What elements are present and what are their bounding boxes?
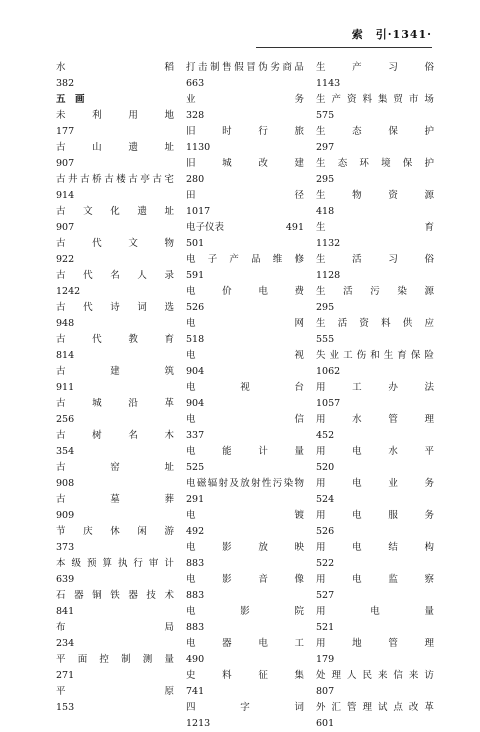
index-entry: 电 价 电 费 [186,286,304,297]
page-number: 518 [186,334,205,345]
entry-term: 电子仪表 [186,222,225,233]
index-entry: 外 汇 管 理 试 点 改 革 [316,702,434,713]
page-number: 1062 [316,366,341,377]
page-number: 914 [56,190,75,201]
page-number: 908 [56,478,75,489]
page-number: 280 [186,174,205,185]
page-number: 295 [316,302,335,313]
index-entry: 电 影 放 映 [186,542,304,553]
page-number: 807 [316,686,335,697]
header-rule [256,47,432,48]
index-entry: 电 信 [186,414,304,425]
page-number: 177 [56,126,75,137]
index-entry: 古 代 诗 词 选 [56,302,174,313]
index-entry: 用 地 管 理 [316,638,434,649]
index-entry: 电 子 产 品 维 修 [186,254,304,265]
index-entry: 生 产 资 料 集 贸 市 场 [316,94,434,105]
page-number: 526 [186,302,205,313]
index-entry: 生 活 污 染 源 [316,286,434,297]
page-number: 841 [56,606,75,617]
index-column-1 [56,60,174,716]
page-number: 555 [316,334,335,345]
index-entry: 电 器 电 工 [186,638,304,649]
page-number: 452 [316,430,335,441]
index-entry: 史 料 征 集 [186,670,304,681]
page-number: 1057 [316,398,341,409]
index-entry: 用 工 办 法 [316,382,434,393]
page-number: 234 [56,638,75,649]
index-entry: 古 山 遗 址 [56,142,174,153]
index-entry: 用 电 监 察 [316,574,434,585]
index-entry: 布 局 [56,622,174,633]
page-number: 639 [56,574,75,585]
page-number: 527 [316,590,335,601]
index-entry: 节 庆 休 闲 游 [56,526,174,537]
page-number: 575 [316,110,335,121]
page-number: 153 [56,702,75,713]
page-number: 1143 [316,78,341,89]
index-entry: 生 育 [316,222,434,233]
index-entry: 用 电 结 构 [316,542,434,553]
index-entry: 石 器 铜 铁 器 技 术 [56,590,174,601]
index-entry: 用 水 管 理 [316,414,434,425]
index-entry: 田 径 [186,190,304,201]
page-number: 1128 [316,270,341,281]
page-number: 922 [56,254,75,265]
index-entry: 水 稻 [56,62,174,73]
page-number: 1242 [56,286,81,297]
page-number: 911 [56,382,75,393]
index-columns [56,60,434,729]
index-entry: 古 代 名 人 录 [56,270,174,281]
index-entry: 生 态 环 境 保 护 [316,158,434,169]
index-entry: 平 面 控 制 测 量 [56,654,174,665]
page-number: 256 [56,414,75,425]
index-entry: 电 能 计 量 [186,446,304,457]
index-entry: 电 网 [186,318,304,329]
page-number: 521 [316,622,335,633]
page-number: 526 [316,526,335,537]
page-number: 520 [316,462,335,473]
page-number: 1130 [186,142,211,153]
index-entry: 古 窑 址 [56,462,174,473]
index-entry: 电 视 台 [186,382,304,393]
page-number: 291 [186,494,205,505]
index-entry: 古 树 名 木 [56,430,174,441]
index-entry: 用 电 量 [316,606,434,617]
header-title: 索 引·1341· [351,28,432,41]
page-number: 373 [56,542,75,553]
page-number: 1132 [316,238,341,249]
page-number: 522 [316,558,335,569]
index-entry: 电 视 [186,350,304,361]
page-number: 883 [186,590,205,601]
index-column-2 [186,60,304,732]
index-column-3 [316,60,434,732]
index-entry: 生 物 资 源 [316,190,434,201]
page-number: 295 [316,174,335,185]
index-entry: 电 影 院 [186,606,304,617]
index-entry: 平 原 [56,686,174,697]
page-number: 354 [56,446,75,457]
index-entry: 生 产 习 俗 [316,62,434,73]
index-entry: 古 建 筑 [56,366,174,377]
page-number: 501 [186,238,205,249]
index-entry: 用 电 业 务 [316,478,434,489]
page-number: 909 [56,510,75,521]
index-entry: 用 电 水 平 [316,446,434,457]
index-entry: 处 理 人 民 来 信 来 访 [316,670,434,681]
page-number: 382 [56,78,75,89]
page-number: 883 [186,622,205,633]
index-entry: 古 代 文 物 [56,238,174,249]
index-entry: 古 井 古 桥 古 楼 古 亭 古 宅 [56,174,174,185]
index-entry: 旧 时 行 旅 [186,126,304,137]
index-entry: 未 利 用 地 [56,110,174,121]
index-entry: 业 务 [186,94,304,105]
page-number: 883 [186,558,205,569]
page-number: 328 [186,110,205,121]
page-number: 271 [56,670,75,681]
index-entry [186,220,304,236]
page-number: 337 [186,430,205,441]
page-number: 948 [56,318,75,329]
page-number: 601 [316,718,335,729]
page-number: 179 [316,654,335,665]
index-entry: 旧 城 改 建 [186,158,304,169]
index-entry: 古 城 沿 革 [56,398,174,409]
running-header [56,22,432,48]
page-number: 907 [56,222,75,233]
page-number: 663 [186,78,205,89]
index-entry: 生 态 保 护 [316,126,434,137]
page-number: 524 [316,494,335,505]
index-entry: 失 业 工 伤 和 生 育 保 险 [316,350,434,361]
index-entry: 用 电 服 务 [316,510,434,521]
page-number: 741 [186,686,205,697]
page-number: 1213 [186,718,211,729]
page-number: 491 [285,222,304,233]
index-entry: 本 级 预 算 执 行 审 计 [56,558,174,569]
section-heading: 五 画 [56,94,85,105]
page-number: 525 [186,462,205,473]
page-number: 1017 [186,206,211,217]
page-number: 591 [186,270,205,281]
index-entry: 古 代 教 育 [56,334,174,345]
page-number: 492 [186,526,205,537]
index-entry: 生 活 习 俗 [316,254,434,265]
page-number: 490 [186,654,205,665]
index-entry: 电 镀 [186,510,304,521]
page-number: 418 [316,206,335,217]
page-number: 814 [56,350,75,361]
index-entry: 打 击 制 售 假 冒 伪 劣 商 品 [186,62,304,73]
index-entry: 电 磁 辐 射 及 放 射 性 污 染 物 [186,478,304,489]
index-entry: 电 影 音 像 [186,574,304,585]
page-number: 297 [316,142,335,153]
index-entry: 四 字 词 [186,702,304,713]
index-entry: 生 活 资 料 供 应 [316,318,434,329]
page-number: 904 [186,366,205,377]
index-entry: 古 墓 葬 [56,494,174,505]
page-number: 907 [56,158,75,169]
index-entry: 古 文 化 遗 址 [56,206,174,217]
page-number: 904 [186,398,205,409]
